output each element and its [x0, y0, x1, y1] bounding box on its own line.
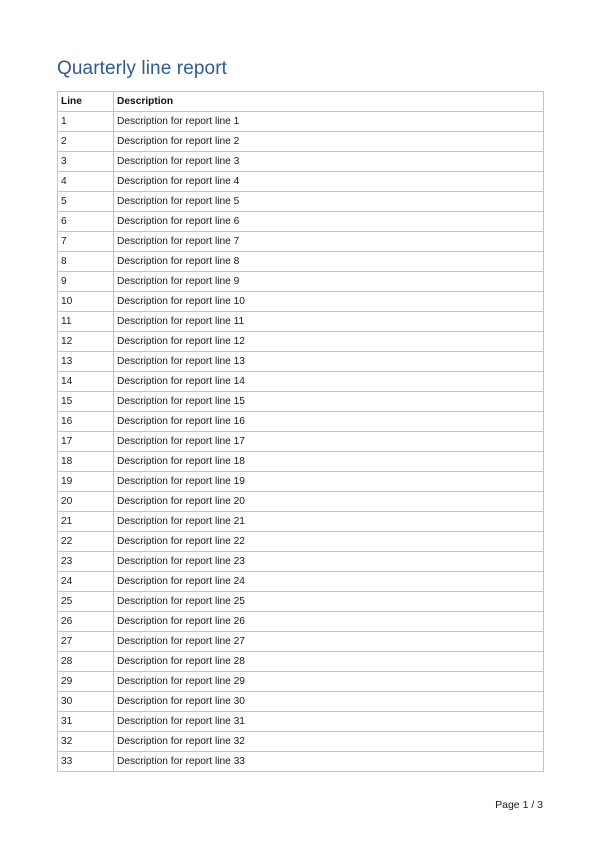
description-cell: Description for report line 19 — [114, 472, 544, 492]
description-cell: Description for report line 20 — [114, 492, 544, 512]
description-cell: Description for report line 18 — [114, 452, 544, 472]
table-row — [58, 232, 544, 252]
table-row — [58, 212, 544, 232]
description-cell: Description for report line 11 — [114, 312, 544, 332]
line-number-cell: 33 — [58, 752, 114, 772]
line-number-cell: 13 — [58, 352, 114, 372]
table-row — [58, 152, 544, 172]
description-cell: Description for report line 31 — [114, 712, 544, 732]
table-row — [58, 472, 544, 492]
description-cell: Description for report line 16 — [114, 412, 544, 432]
report-table — [57, 91, 544, 772]
table-row — [58, 292, 544, 312]
line-number-cell: 23 — [58, 552, 114, 572]
line-number-cell: 25 — [58, 592, 114, 612]
description-cell: Description for report line 26 — [114, 612, 544, 632]
table-row — [58, 752, 544, 772]
table-row — [58, 112, 544, 132]
table-row — [58, 192, 544, 212]
table-row — [58, 672, 544, 692]
line-number-cell: 29 — [58, 672, 114, 692]
table-row — [58, 512, 544, 532]
description-cell: Description for report line 25 — [114, 592, 544, 612]
table-row — [58, 392, 544, 412]
description-cell: Description for report line 28 — [114, 652, 544, 672]
line-number-cell: 21 — [58, 512, 114, 532]
line-number-cell: 9 — [58, 272, 114, 292]
table-row — [58, 352, 544, 372]
line-number-cell: 28 — [58, 652, 114, 672]
description-cell: Description for report line 30 — [114, 692, 544, 712]
description-cell: Description for report line 13 — [114, 352, 544, 372]
page-title: Quarterly line report — [57, 58, 228, 79]
table-row — [58, 132, 544, 152]
table-row — [58, 572, 544, 592]
table-row — [58, 712, 544, 732]
table-row — [58, 632, 544, 652]
table-row — [58, 612, 544, 632]
line-number-cell: 10 — [58, 292, 114, 312]
table-row — [58, 532, 544, 552]
line-number-cell: 4 — [58, 172, 114, 192]
description-cell: Description for report line 1 — [114, 112, 544, 132]
line-number-cell: 14 — [58, 372, 114, 392]
description-cell: Description for report line 12 — [114, 332, 544, 352]
line-number-cell: 27 — [58, 632, 114, 652]
description-cell: Description for report line 21 — [114, 512, 544, 532]
line-number-cell: 8 — [58, 252, 114, 272]
line-number-cell: 20 — [58, 492, 114, 512]
line-number-cell: 26 — [58, 612, 114, 632]
description-cell: Description for report line 7 — [114, 232, 544, 252]
table-row — [58, 492, 544, 512]
description-cell: Description for report line 4 — [114, 172, 544, 192]
description-cell: Description for report line 32 — [114, 732, 544, 752]
line-number-cell: 31 — [58, 712, 114, 732]
description-cell: Description for report line 3 — [114, 152, 544, 172]
table-row — [58, 372, 544, 392]
page-number: Page 1 / 3 — [495, 799, 543, 811]
line-number-cell: 17 — [58, 432, 114, 452]
table-header-row — [58, 92, 544, 112]
description-cell: Description for report line 6 — [114, 212, 544, 232]
line-number-cell: 11 — [58, 312, 114, 332]
column-header-line: Line — [58, 92, 114, 112]
table-body — [58, 112, 544, 772]
description-cell: Description for report line 33 — [114, 752, 544, 772]
table-header — [58, 92, 544, 112]
table-row — [58, 452, 544, 472]
table-row — [58, 172, 544, 192]
description-cell: Description for report line 29 — [114, 672, 544, 692]
description-cell: Description for report line 15 — [114, 392, 544, 412]
line-number-cell: 32 — [58, 732, 114, 752]
description-cell: Description for report line 10 — [114, 292, 544, 312]
line-number-cell: 2 — [58, 132, 114, 152]
table-row — [58, 252, 544, 272]
table-row — [58, 692, 544, 712]
line-number-cell: 3 — [58, 152, 114, 172]
line-number-cell: 19 — [58, 472, 114, 492]
description-cell: Description for report line 14 — [114, 372, 544, 392]
line-number-cell: 12 — [58, 332, 114, 352]
description-cell: Description for report line 8 — [114, 252, 544, 272]
line-number-cell: 22 — [58, 532, 114, 552]
line-number-cell: 15 — [58, 392, 114, 412]
table-row — [58, 272, 544, 292]
column-header-description: Description — [114, 92, 544, 112]
table-row — [58, 312, 544, 332]
table-row — [58, 732, 544, 752]
table-row — [58, 552, 544, 572]
description-cell: Description for report line 5 — [114, 192, 544, 212]
description-cell: Description for report line 24 — [114, 572, 544, 592]
description-cell: Description for report line 9 — [114, 272, 544, 292]
line-number-cell: 24 — [58, 572, 114, 592]
line-number-cell: 30 — [58, 692, 114, 712]
line-number-cell: 18 — [58, 452, 114, 472]
description-cell: Description for report line 22 — [114, 532, 544, 552]
table-row — [58, 592, 544, 612]
table-row — [58, 432, 544, 452]
line-number-cell: 7 — [58, 232, 114, 252]
description-cell: Description for report line 2 — [114, 132, 544, 152]
table-row — [58, 412, 544, 432]
line-number-cell: 5 — [58, 192, 114, 212]
description-cell: Description for report line 27 — [114, 632, 544, 652]
line-number-cell: 16 — [58, 412, 114, 432]
line-number-cell: 1 — [58, 112, 114, 132]
description-cell: Description for report line 23 — [114, 552, 544, 572]
table-row — [58, 652, 544, 672]
line-number-cell: 6 — [58, 212, 114, 232]
description-cell: Description for report line 17 — [114, 432, 544, 452]
table-row — [58, 332, 544, 352]
